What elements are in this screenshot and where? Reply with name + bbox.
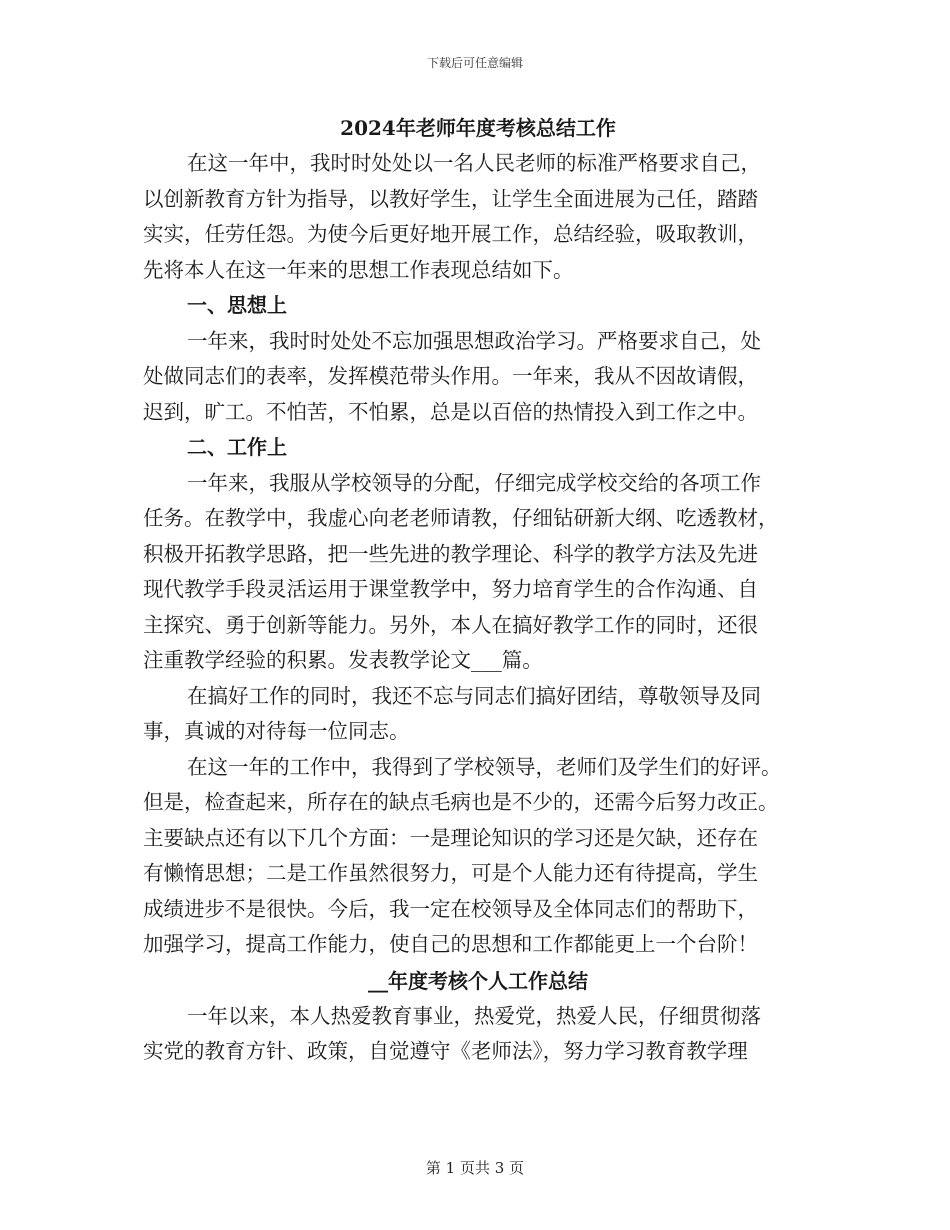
paragraph-line: 处做同志们的表率，发挥模范带头作用。一年来，我从不因故请假，: [143, 364, 758, 388]
paragraph-line: 但是，检查起来，所存在的缺点毛病也是不少的，还需今后努力改正。: [143, 790, 779, 814]
paragraph-line: 先将本人在这一年来的思想工作表现总结如下。: [143, 257, 574, 282]
document-body: [143, 110, 813, 1070]
paragraph-line: 现代教学手段灵活运用于课堂教学中，努力培育学生的合作沟通、自: [143, 577, 758, 601]
paragraph-line: 一年来，我时时处处不忘加强思想政治学习。严格要求自己，处: [187, 328, 761, 353]
paragraph-line: 在这一年的工作中，我得到了学校领导，老师们及学生们的好评。: [187, 754, 782, 779]
paragraph-line: 事，真诚的对待每一位同志。: [143, 719, 410, 743]
paragraph-line: 注重教学经验的积累。发表教学论文___篇。: [143, 648, 543, 672]
paragraph-line: 任务。在教学中，我虚心向老老师请教，仔细钻研新大纲、吃透教材，: [143, 506, 779, 530]
paragraph-line: 一年以来，本人热爱教育事业，热爱党，热爱人民，仔细贯彻落: [187, 1003, 761, 1028]
paragraph-line: 成绩进步不是很快。今后，我一定在校领导及全体同志们的帮助下，: [143, 896, 758, 921]
paragraph-line: 实实，任劳任怨。为使今后更好地开展工作，总结经验，吸取教训，: [143, 222, 758, 246]
paragraph-line: 以创新教育方针为指导，以教好学生，让学生全面进展为己任，踏踏: [143, 186, 758, 211]
paragraph-line: 实党的教育方针、政策，自觉遵守《老师法》，努力学习教育教学理: [143, 1039, 748, 1063]
paragraph-line: 迟到，旷工。不怕苦，不怕累，总是以百倍的热情投入到工作之中。: [143, 399, 758, 424]
document-title: 2024年老师年度考核总结工作: [340, 116, 616, 140]
paragraph-line: 主要缺点还有以下几个方面：一是理论知识的学习还是欠缺，还存在: [143, 825, 758, 850]
paragraph-line: 加强学习，提高工作能力，使自己的思想和工作都能更上一个台阶！: [143, 932, 758, 956]
page-header-note: 下载后可任意编辑: [426, 56, 523, 70]
section-heading: 二、工作上: [187, 435, 287, 459]
paragraph-line: 有懒惰思想；二是工作虽然很努力，可是个人能力还有待提高，学生: [143, 861, 758, 885]
paragraph-line: 主探究、勇于创新等能力。另外，本人在搞好教学工作的同时，还很: [143, 612, 758, 637]
paragraph-line: 在搞好工作的同时，我还不忘与同志们搞好团结，尊敬领导及同: [187, 683, 761, 708]
paragraph-line: 在这一年中，我时时处处以一名人民老师的标准严格要求自己，: [187, 151, 761, 175]
page-number: 第 1 页共 3 页: [425, 1159, 525, 1177]
paragraph-line: 积极开拓教学思路，把一些先进的教学理论、科学的教学方法及先进: [143, 541, 758, 566]
section-heading: 一、思想上: [187, 293, 287, 317]
paragraph-line: 一年来，我服从学校领导的分配，仔细完成学校交给的各项工作: [187, 470, 761, 495]
second-title: __年度考核个人工作总结: [368, 968, 588, 993]
